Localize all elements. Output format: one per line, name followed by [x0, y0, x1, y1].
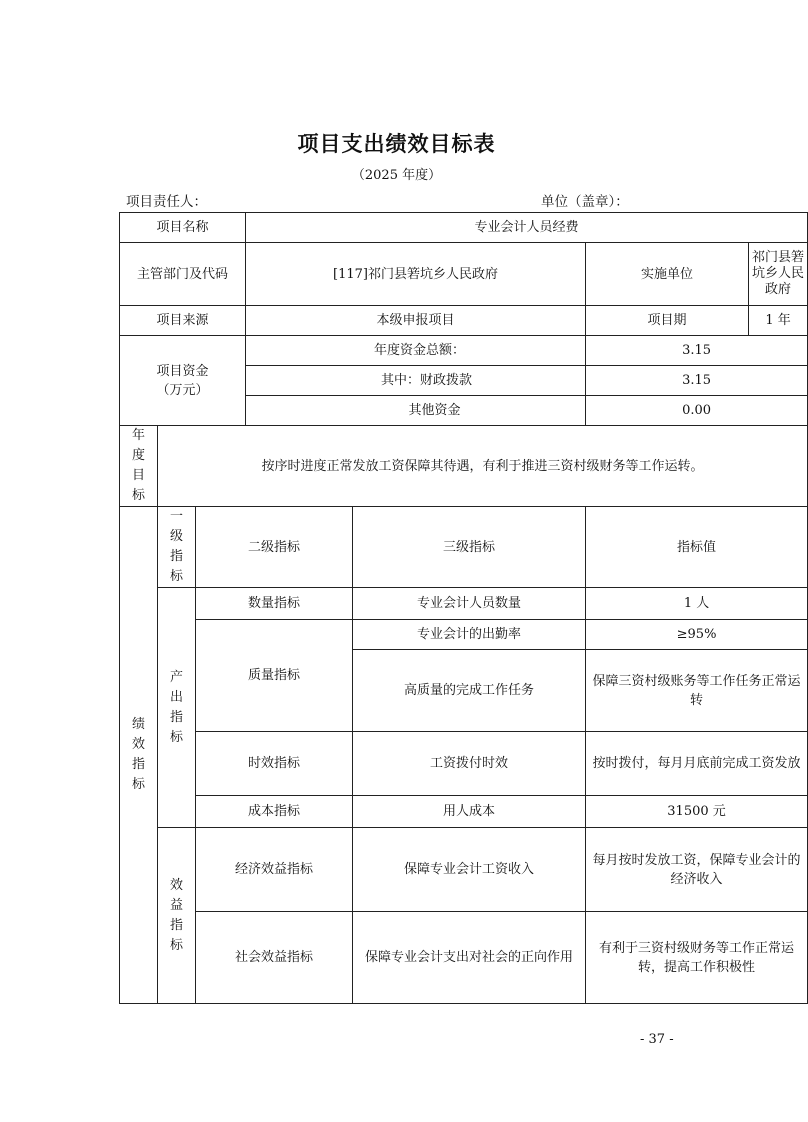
level3-cell: 工资拨付时效 — [353, 732, 586, 796]
level3-header: 三级指标 — [353, 507, 586, 588]
value-cell: 31500 元 — [586, 796, 808, 828]
fund-other-label: 其他资金 — [246, 396, 586, 426]
fund-total-value: 3.15 — [586, 336, 808, 366]
responsible-person-label: 项目责任人： — [126, 194, 207, 210]
value-cell: 1 人 — [586, 588, 808, 620]
table-row — [120, 507, 808, 588]
level3-cell: 专业会计的出勤率 — [353, 620, 586, 650]
level3-cell: 高质量的完成工作任务 — [353, 650, 586, 732]
value-cell: 有利于三资村级财务等工作正常运转，提高工作积极性 — [586, 912, 808, 1004]
unit-seal-label: 单位（盖章）： — [541, 194, 629, 210]
value-cell: 按时拨付，每月月底前完成工资发放 — [586, 732, 808, 796]
fund-total-label: 年度资金总额： — [246, 336, 586, 366]
table-row — [120, 796, 808, 828]
period-value: 1 年 — [749, 306, 808, 336]
table-row — [120, 213, 808, 243]
impl-unit-value: 祁门县箬坑乡人民政府 — [749, 243, 808, 306]
project-name-value: 专业会计人员经费 — [246, 213, 808, 243]
perf-indicator-label: 绩效指标 — [120, 507, 158, 1004]
annual-goal-label: 年度目标 — [120, 426, 158, 507]
fund-other-value: 0.00 — [586, 396, 808, 426]
table-row — [120, 828, 808, 912]
source-value: 本级申报项目 — [246, 306, 586, 336]
project-name-label: 项目名称 — [120, 213, 246, 243]
fund-label: 项目资金 （万元） — [120, 336, 246, 426]
level2-header: 二级指标 — [196, 507, 353, 588]
level3-cell: 专业会计人员数量 — [353, 588, 586, 620]
value-cell: 每月按时发放工资，保障专业会计的经济收入 — [586, 828, 808, 912]
source-label: 项目来源 — [120, 306, 246, 336]
page-title: 项目支出绩效目标表 — [297, 131, 496, 156]
level2-cell: 质量指标 — [196, 620, 353, 732]
table-row — [120, 588, 808, 620]
level3-cell: 保障专业会计支出对社会的正向作用 — [353, 912, 586, 1004]
table-row — [120, 732, 808, 796]
dept-label: 主管部门及代码 — [120, 243, 246, 306]
output-indicator-label: 产出指标 — [158, 588, 196, 828]
value-header: 指标值 — [586, 507, 808, 588]
table-row — [120, 620, 808, 650]
dept-value: [117]祁门县箬坑乡人民政府 — [246, 243, 586, 306]
annual-goal-value: 按序时进度正常发放工资保障其待遇，有利于推进三资村级财务等工作运转。 — [158, 426, 808, 507]
fiscal-year: （2025 年度） — [351, 168, 442, 183]
level3-cell: 用人成本 — [353, 796, 586, 828]
level1-header: 一级指标 — [158, 507, 196, 588]
fund-fin-label: 其中：财政拨款 — [246, 366, 586, 396]
benefit-indicator-label: 效益指标 — [158, 828, 196, 1004]
level3-cell: 保障专业会计工资收入 — [353, 828, 586, 912]
level2-cell: 时效指标 — [196, 732, 353, 796]
table-row — [120, 336, 808, 366]
level2-cell: 社会效益指标 — [196, 912, 353, 1004]
period-label: 项目期 — [586, 306, 749, 336]
level2-cell: 成本指标 — [196, 796, 353, 828]
table-row — [120, 243, 808, 306]
impl-unit-label: 实施单位 — [586, 243, 749, 306]
fund-fin-value: 3.15 — [586, 366, 808, 396]
value-cell: 保障三资村级账务等工作任务正常运转 — [586, 650, 808, 732]
level2-cell: 数量指标 — [196, 588, 353, 620]
table-row — [120, 306, 808, 336]
value-cell: ≥95% — [586, 620, 808, 650]
table-row — [120, 426, 808, 507]
level2-cell: 经济效益指标 — [196, 828, 353, 912]
table-row — [120, 912, 808, 1004]
page-number: - 37 - — [640, 1032, 674, 1047]
performance-target-table — [119, 212, 808, 1004]
